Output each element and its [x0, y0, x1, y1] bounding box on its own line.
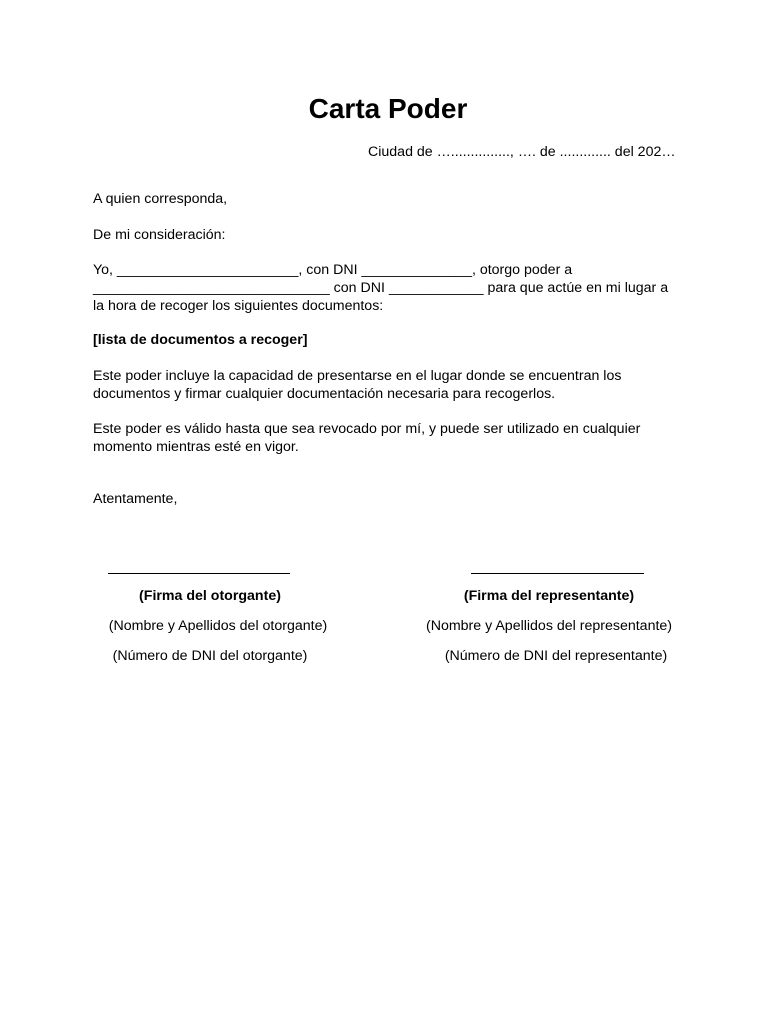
document-list-placeholder: [lista de documentos a recoger] — [93, 332, 308, 348]
grantor-signature-line — [108, 573, 290, 574]
authorization-paragraph: Yo, _______________________, con DNI ______________, otorgo poder a ______________________________ con DNI ____________ para que actúe en mi lugar a la hora de recoger los siguientes documentos: — [93, 262, 669, 314]
salutation: A quien corresponda, — [93, 191, 228, 207]
representative-dni-label: (Número de DNI del representante) — [444, 648, 668, 664]
grantor-name-label: (Nombre y Apellidos del otorgante) — [108, 618, 328, 634]
date-line: Ciudad de …..............., …. de ............. del 202… — [368, 144, 676, 160]
grantor-dni-label: (Número de DNI del otorgante) — [112, 648, 308, 664]
grantor-signature-label: (Firma del otorgante) — [139, 588, 281, 604]
scope-paragraph: Este poder incluye la capacidad de presentarse en el lugar donde se encuentran los documentos y firmar cualquier documentación necesaria para recogerlos. — [93, 368, 622, 402]
consideration-line: De mi consideración: — [93, 227, 226, 243]
document-title: Carta Poder — [308, 93, 468, 124]
validity-paragraph: Este poder es válido hasta que sea revocado por mí, y puede ser utilizado en cualquier momento mientras esté en vigor. — [93, 421, 641, 455]
representative-signature-line — [471, 573, 644, 574]
representative-signature-label: (Firma del representante) — [463, 588, 635, 604]
representative-name-label: (Nombre y Apellidos del representante) — [425, 618, 673, 634]
closing-line: Atentamente, — [93, 491, 178, 507]
